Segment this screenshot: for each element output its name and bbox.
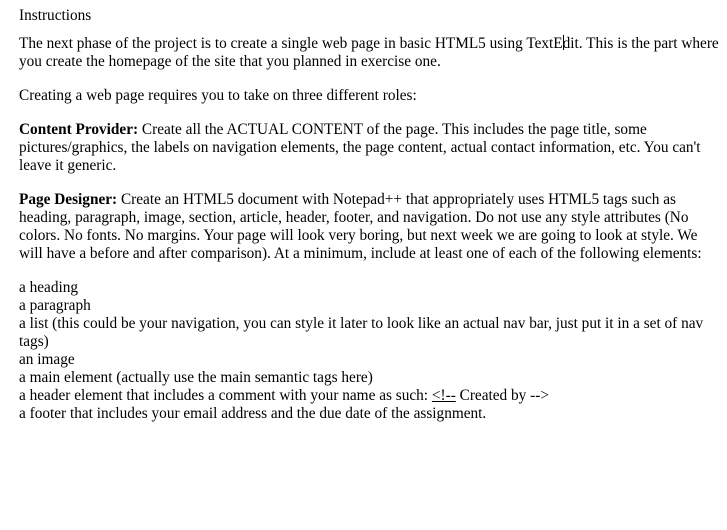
- page-designer-label: Page Designer:: [19, 191, 118, 208]
- list-item-image: an image: [19, 351, 75, 368]
- content-provider-text: Create all the ACTUAL CONTENT of the page. This includes the page title, some pictures/graphics, the labels on navigation elements, the page content, actual contact information, etc. You can't leave it generic.: [19, 121, 701, 174]
- intro-text-part1: The next phase of the project is to create a single web page in basic HTML5 using TextE: [19, 35, 563, 52]
- intro-paragraph: [19, 35, 723, 71]
- list-item-paragraph: a paragraph: [19, 297, 91, 314]
- intro-text-part2: dit. This is the part where you create the homepage of the site that you planned in exercise one.: [19, 35, 719, 70]
- page-designer-paragraph: [19, 191, 723, 263]
- list-item-header: [19, 387, 723, 405]
- page-designer-text: Create an HTML5 document with Notepad++ that appropriately uses HTML5 tags such as heading, paragraph, image, section, article, header, footer, and navigation. Do not use any style attributes (No colors. No fonts. No margins. Your page will look very boring, but next week we are going to look at style. We will have a before and after comparison). At a minimum, include at least one of each of the following elements:: [19, 191, 702, 262]
- document-title: Instructions: [19, 7, 92, 24]
- roles-intro-paragraph: Creating a web page requires you to take on three different roles:: [19, 87, 417, 104]
- list-item-footer: a footer that includes your email address and the due date of the assignment.: [19, 405, 487, 422]
- document-body: [19, 7, 723, 423]
- list-item-main: a main element (actually use the main semantic tags here): [19, 369, 373, 386]
- elements-list: [19, 279, 723, 423]
- list-item-list: a list (this could be your navigation, you can style it later to look like an actual nav bar, just put it in a set of nav tags): [19, 315, 704, 350]
- header-comment-start: <!--: [431, 387, 456, 404]
- content-provider-paragraph: [19, 121, 723, 175]
- content-provider-label: Content Provider:: [19, 121, 139, 138]
- header-item-prefix: a header element that includes a comment with your name as such:: [19, 387, 432, 404]
- header-comment-end: Created by -->: [455, 387, 549, 404]
- list-item-heading: a heading: [19, 279, 79, 296]
